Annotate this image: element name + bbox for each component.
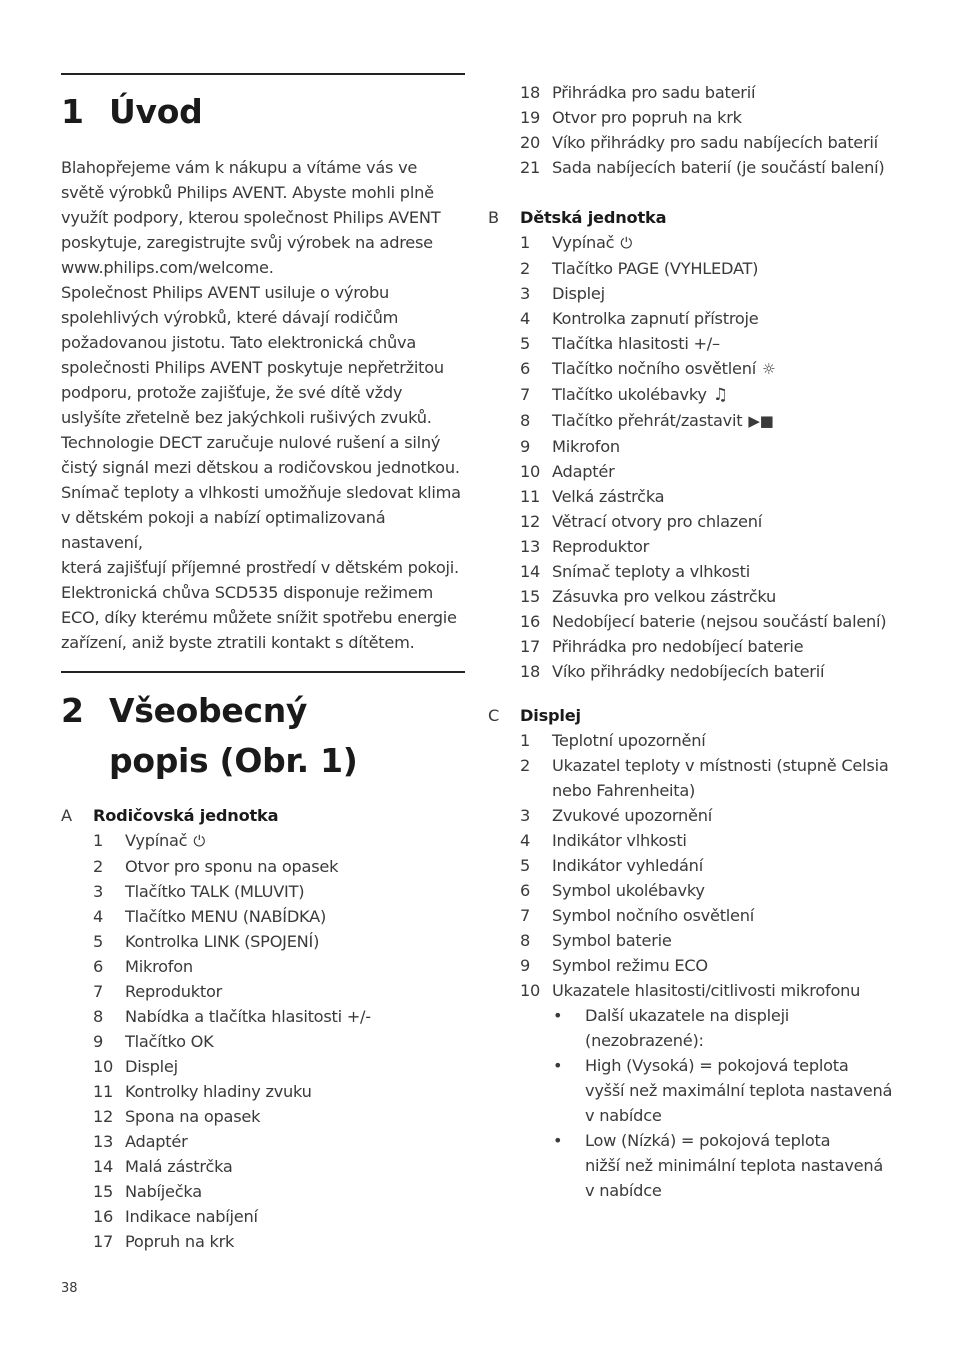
section-1-title: Úvod bbox=[109, 92, 203, 131]
list-item bbox=[488, 281, 918, 306]
page-number: 38 bbox=[61, 1281, 78, 1296]
item-number: 8 bbox=[520, 931, 531, 950]
list-item bbox=[61, 1004, 491, 1029]
item-label: Kontrolka LINK (SPOJENÍ) bbox=[125, 932, 320, 951]
item-number: 1 bbox=[520, 731, 531, 750]
display-list bbox=[488, 728, 918, 1003]
bullet-icon: • bbox=[553, 1056, 563, 1075]
item-label: Adaptér bbox=[552, 462, 615, 481]
item-number: 11 bbox=[93, 1082, 114, 1101]
item-text bbox=[125, 1154, 491, 1179]
list-item bbox=[61, 828, 491, 854]
item-text bbox=[552, 803, 918, 828]
item-text bbox=[125, 1004, 491, 1029]
item-label: Tlačítko PAGE (VYHLEDAT) bbox=[552, 259, 759, 278]
list-item bbox=[488, 105, 918, 130]
item-label: Nabídka a tlačítka hlasitosti +/- bbox=[125, 1007, 371, 1026]
list-item bbox=[61, 1029, 491, 1054]
section-1-number: 1 bbox=[61, 92, 84, 131]
item-label: Přihrádka pro sadu baterií bbox=[552, 83, 756, 102]
display-group bbox=[488, 703, 918, 1203]
bullet-icon: • bbox=[553, 1131, 563, 1150]
parent-unit-group bbox=[61, 803, 491, 1254]
list-item bbox=[61, 1179, 491, 1204]
section-1-rule bbox=[61, 73, 465, 75]
list-item bbox=[488, 459, 918, 484]
item-number: 2 bbox=[520, 756, 531, 775]
item-label: Malá zástrčka bbox=[125, 1157, 233, 1176]
item-text bbox=[552, 331, 918, 356]
list-item bbox=[488, 803, 918, 828]
item-label: Symbol baterie bbox=[552, 931, 672, 950]
bullet-icon: • bbox=[553, 1006, 563, 1025]
bullet-text: Low (Nízká) = pokojová teplota nižší než minimální teplota nastavená v nabídce bbox=[585, 1131, 884, 1200]
item-text bbox=[125, 1029, 491, 1054]
item-label: Víko přihrádky nedobíjecích baterií bbox=[552, 662, 825, 681]
item-number: 17 bbox=[93, 1232, 114, 1251]
item-text bbox=[125, 1129, 491, 1154]
item-text bbox=[552, 230, 918, 256]
item-text bbox=[552, 928, 918, 953]
list-item bbox=[488, 903, 918, 928]
item-text bbox=[125, 1204, 491, 1229]
item-text bbox=[552, 728, 918, 753]
parent-unit-list-continued bbox=[488, 80, 918, 180]
item-label: Vypínač bbox=[125, 831, 188, 850]
bullet-item bbox=[488, 1003, 918, 1053]
item-number: 2 bbox=[93, 857, 104, 876]
bullet-text: High (Vysoká) = pokojová teplota vyšší než maximální teplota nastavená v nabídce bbox=[585, 1056, 893, 1125]
list-item bbox=[488, 953, 918, 978]
baby-unit-header bbox=[488, 205, 918, 230]
item-label: Tlačítko TALK (MLUVIT) bbox=[125, 882, 305, 901]
item-text bbox=[125, 929, 491, 954]
item-label: Tlačítko MENU (NABÍDKA) bbox=[125, 907, 327, 926]
item-text bbox=[125, 979, 491, 1004]
list-item bbox=[488, 408, 918, 434]
list-item bbox=[61, 1204, 491, 1229]
item-text bbox=[552, 609, 918, 634]
item-number: 18 bbox=[520, 662, 541, 681]
item-number: 15 bbox=[93, 1182, 114, 1201]
item-label: Symbol ukolébavky bbox=[552, 881, 705, 900]
item-label: Indikace nabíjení bbox=[125, 1207, 258, 1226]
list-item bbox=[488, 928, 918, 953]
item-number: 13 bbox=[520, 537, 541, 556]
item-number: 16 bbox=[93, 1207, 114, 1226]
item-label: Kontrolka zapnutí přístroje bbox=[552, 309, 759, 328]
item-number: 4 bbox=[520, 831, 531, 850]
item-number: 7 bbox=[93, 982, 104, 1001]
item-text bbox=[552, 356, 918, 382]
item-label: Víko přihrádky pro sadu nabíjecích baterií bbox=[552, 133, 878, 152]
intro-paragraph: Blahopřejeme vám k nákupu a vítáme vás ve světě výrobků Philips AVENT. Abyste mohli plně využít podpory, kterou společnost Philips AVENT poskytuje, zaregistrujte svůj výrobek na adrese www.philips.com/welcome. Společnost Philips AVENT usiluje o výrobu spolehlivých výrobků, které dávají rodičům požadovanou jistotu. Tato elektronická chůva společnosti Philips AVENT poskytuje nepřetržitou podporu, protože zajišťuje, že své dítě vždy uslyšíte zřetelně bez jakýchkoli rušivých zvuků. Technologie DECT zaručuje nulové rušení a silný čistý signál mezi dětskou a rodičovskou jednotkou. Snímač teploty a vlhkosti umožňuje sledovat klima v dětském pokoji a nabízí optimalizovaná nastavení, která zajišťují příjemné prostředí v dětském pokoji. Elektronická chůva SCD535 disponuje režimem ECO, díky kterému můžete snížit spotřebu energie zařízení, aniž byste ztratili kontakt s dítětem. bbox=[61, 158, 461, 652]
baby-unit-group bbox=[488, 205, 918, 684]
item-label: Otvor pro popruh na krk bbox=[552, 108, 742, 127]
list-item bbox=[61, 904, 491, 929]
item-label: Indikátor vyhledání bbox=[552, 856, 703, 875]
item-text bbox=[125, 1179, 491, 1204]
play-stop-icon: ▶■ bbox=[748, 412, 774, 430]
item-number: 3 bbox=[93, 882, 104, 901]
item-text bbox=[552, 878, 918, 903]
item-label: Kontrolky hladiny zvuku bbox=[125, 1082, 312, 1101]
item-label: Větrací otvory pro chlazení bbox=[552, 512, 763, 531]
list-item bbox=[61, 929, 491, 954]
list-item bbox=[488, 534, 918, 559]
item-text bbox=[552, 484, 918, 509]
item-number: 12 bbox=[93, 1107, 114, 1126]
item-label: Přihrádka pro nedobíjecí baterie bbox=[552, 637, 804, 656]
item-number: 1 bbox=[93, 831, 104, 850]
item-text bbox=[125, 828, 491, 854]
item-label: Sada nabíjecích baterií (je součástí balení) bbox=[552, 158, 885, 177]
list-item bbox=[488, 728, 918, 753]
item-text bbox=[125, 1104, 491, 1129]
item-number: 5 bbox=[93, 932, 104, 951]
item-text bbox=[552, 382, 918, 408]
item-text bbox=[552, 584, 918, 609]
list-item bbox=[488, 828, 918, 853]
item-text bbox=[552, 634, 918, 659]
item-number: 9 bbox=[520, 437, 531, 456]
item-label: Velká zástrčka bbox=[552, 487, 665, 506]
item-text bbox=[552, 155, 918, 180]
item-label: Vypínač bbox=[552, 233, 615, 252]
item-text bbox=[552, 853, 918, 878]
display-header bbox=[488, 703, 918, 728]
item-text bbox=[552, 953, 918, 978]
item-text bbox=[552, 978, 918, 1003]
group-letter: B bbox=[488, 208, 500, 227]
item-text bbox=[552, 130, 918, 155]
group-letter: C bbox=[488, 706, 500, 725]
list-item bbox=[488, 130, 918, 155]
item-label: Adaptér bbox=[125, 1132, 188, 1151]
item-number: 3 bbox=[520, 806, 531, 825]
item-text bbox=[552, 559, 918, 584]
item-number: 7 bbox=[520, 906, 531, 925]
item-label: Indikátor vlhkosti bbox=[552, 831, 687, 850]
item-text bbox=[552, 659, 918, 684]
item-label: Tlačítka hlasitosti +/– bbox=[552, 334, 720, 353]
list-item bbox=[488, 256, 918, 281]
item-number: 5 bbox=[520, 856, 531, 875]
item-label: Tlačítko ukolébavky bbox=[552, 385, 707, 404]
list-item bbox=[61, 1054, 491, 1079]
item-text bbox=[125, 1054, 491, 1079]
item-number: 8 bbox=[93, 1007, 104, 1026]
list-item bbox=[488, 634, 918, 659]
item-label: Tlačítko přehrát/zastavit bbox=[552, 411, 743, 430]
list-item bbox=[488, 356, 918, 382]
list-item bbox=[61, 1229, 491, 1254]
list-item bbox=[488, 878, 918, 903]
section-2-title: Všeobecný popis (Obr. 1) bbox=[109, 691, 358, 780]
list-item bbox=[488, 853, 918, 878]
item-label: Displej bbox=[125, 1057, 178, 1076]
parent-unit-header bbox=[61, 803, 491, 828]
item-label: Otvor pro sponu na opasek bbox=[125, 857, 339, 876]
item-text bbox=[125, 879, 491, 904]
list-item bbox=[61, 954, 491, 979]
item-text bbox=[552, 534, 918, 559]
bullet-item bbox=[488, 1053, 918, 1128]
power-icon: ⏻ bbox=[620, 234, 632, 252]
note-icon: ♫ bbox=[712, 385, 728, 405]
item-number: 5 bbox=[520, 334, 531, 353]
item-text bbox=[125, 1079, 491, 1104]
item-text bbox=[125, 1229, 491, 1254]
list-item bbox=[488, 484, 918, 509]
item-text bbox=[552, 434, 918, 459]
item-label: Ukazatel teploty v místnosti (stupně Celsia nebo Fahrenheita) bbox=[552, 756, 889, 800]
item-text bbox=[552, 256, 918, 281]
list-item bbox=[61, 979, 491, 1004]
list-item bbox=[488, 155, 918, 180]
item-label: Teplotní upozornění bbox=[552, 731, 706, 750]
item-number: 14 bbox=[93, 1157, 114, 1176]
item-number: 8 bbox=[520, 411, 531, 430]
list-item bbox=[488, 978, 918, 1003]
item-label: Mikrofon bbox=[125, 957, 193, 976]
item-label: Reproduktor bbox=[125, 982, 223, 1001]
item-label: Zásuvka pro velkou zástrčku bbox=[552, 587, 776, 606]
list-item bbox=[61, 1079, 491, 1104]
group-letter: A bbox=[61, 806, 73, 825]
item-label: Nedobíjecí baterie (nejsou součástí balení) bbox=[552, 612, 887, 631]
item-number: 13 bbox=[93, 1132, 114, 1151]
group-title: Dětská jednotka bbox=[520, 208, 667, 227]
baby-unit-list bbox=[488, 230, 918, 684]
item-label: Symbol nočního osvětlení bbox=[552, 906, 755, 925]
item-number: 14 bbox=[520, 562, 541, 581]
item-number: 20 bbox=[520, 133, 541, 152]
item-text bbox=[552, 408, 918, 434]
item-number: 9 bbox=[93, 1032, 104, 1051]
item-label: Snímač teploty a vlhkosti bbox=[552, 562, 750, 581]
item-text bbox=[125, 904, 491, 929]
item-label: Ukazatele hlasitosti/citlivosti mikrofonu bbox=[552, 981, 861, 1000]
list-item bbox=[61, 854, 491, 879]
item-number: 19 bbox=[520, 108, 541, 127]
list-item bbox=[488, 331, 918, 356]
item-number: 6 bbox=[520, 359, 531, 378]
list-item bbox=[61, 879, 491, 904]
item-number: 16 bbox=[520, 612, 541, 631]
item-label: Symbol režimu ECO bbox=[552, 956, 708, 975]
display-bullet-list bbox=[488, 1003, 918, 1203]
list-item bbox=[61, 1129, 491, 1154]
list-item bbox=[488, 753, 918, 803]
item-number: 10 bbox=[93, 1057, 114, 1076]
item-text bbox=[552, 903, 918, 928]
item-number: 15 bbox=[520, 587, 541, 606]
item-number: 12 bbox=[520, 512, 541, 531]
group-title: Rodičovská jednotka bbox=[93, 806, 279, 825]
item-number: 3 bbox=[520, 284, 531, 303]
item-number: 6 bbox=[93, 957, 104, 976]
list-item bbox=[61, 1104, 491, 1129]
item-label: Zvukové upozornění bbox=[552, 806, 712, 825]
item-label: Tlačítko nočního osvětlení bbox=[552, 359, 756, 378]
power-icon: ⏻ bbox=[193, 832, 205, 850]
section-2-number: 2 bbox=[61, 691, 84, 730]
item-text bbox=[552, 80, 918, 105]
item-label: Spona na opasek bbox=[125, 1107, 261, 1126]
item-number: 17 bbox=[520, 637, 541, 656]
item-number: 2 bbox=[520, 259, 531, 278]
group-title: Displej bbox=[520, 706, 581, 725]
item-label: Displej bbox=[552, 284, 605, 303]
item-number: 1 bbox=[520, 233, 531, 252]
item-number: 18 bbox=[520, 83, 541, 102]
item-text bbox=[552, 459, 918, 484]
item-label: Popruh na krk bbox=[125, 1232, 235, 1251]
item-text bbox=[552, 281, 918, 306]
sun-icon: ☼ bbox=[761, 360, 776, 378]
bullet-item bbox=[488, 1128, 918, 1203]
item-text bbox=[125, 854, 491, 879]
item-text bbox=[552, 828, 918, 853]
list-item bbox=[488, 509, 918, 534]
list-item bbox=[488, 659, 918, 684]
item-number: 11 bbox=[520, 487, 541, 506]
list-item bbox=[488, 559, 918, 584]
item-label: Mikrofon bbox=[552, 437, 620, 456]
item-number: 7 bbox=[520, 385, 531, 404]
item-label: Reproduktor bbox=[552, 537, 650, 556]
bullet-text: Další ukazatele na displeji (nezobrazené): bbox=[585, 1006, 790, 1050]
list-item bbox=[488, 434, 918, 459]
item-text bbox=[552, 105, 918, 130]
item-text bbox=[552, 509, 918, 534]
item-number: 6 bbox=[520, 881, 531, 900]
item-text bbox=[552, 306, 918, 331]
list-item bbox=[488, 306, 918, 331]
item-label: Nabíječka bbox=[125, 1182, 202, 1201]
item-text bbox=[125, 954, 491, 979]
parent-unit-list bbox=[61, 828, 491, 1254]
item-number: 10 bbox=[520, 462, 541, 481]
list-item bbox=[488, 80, 918, 105]
item-text bbox=[552, 753, 918, 803]
item-number: 4 bbox=[93, 907, 104, 926]
parent-unit-continued-group bbox=[488, 80, 918, 180]
section-2-rule bbox=[61, 671, 465, 673]
item-number: 4 bbox=[520, 309, 531, 328]
item-label: Tlačítko OK bbox=[125, 1032, 214, 1051]
list-item bbox=[488, 230, 918, 256]
list-item bbox=[488, 609, 918, 634]
list-item bbox=[61, 1154, 491, 1179]
list-item bbox=[488, 382, 918, 408]
item-number: 9 bbox=[520, 956, 531, 975]
list-item bbox=[488, 584, 918, 609]
item-number: 21 bbox=[520, 158, 541, 177]
item-number: 10 bbox=[520, 981, 541, 1000]
